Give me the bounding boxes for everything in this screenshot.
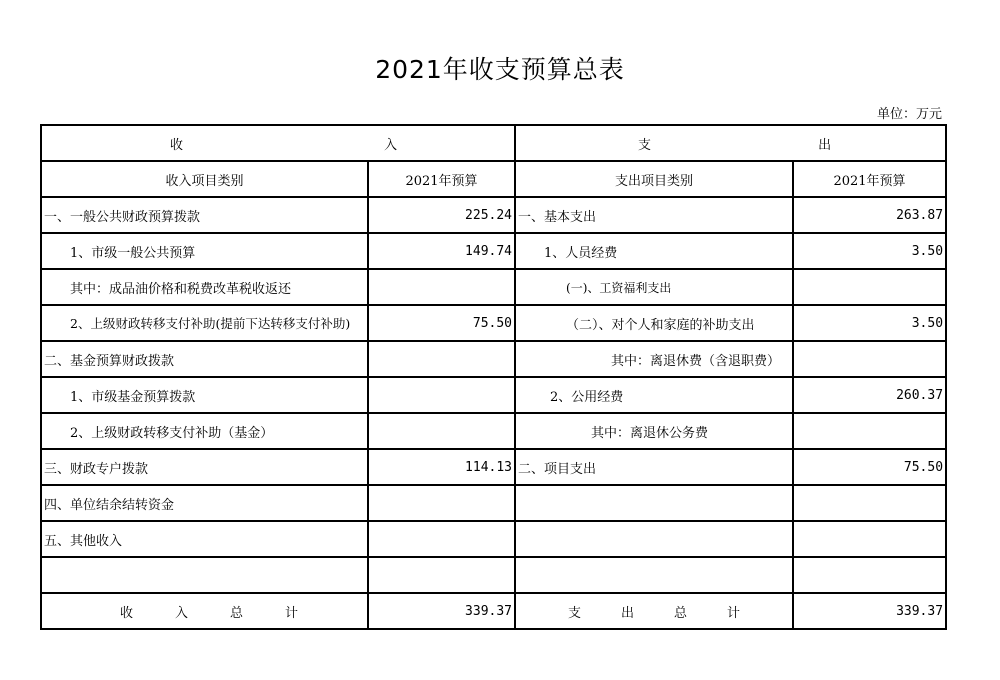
expense-item [515, 521, 793, 557]
expense-value [793, 557, 946, 593]
expense-header-left: 支 [638, 137, 652, 153]
column-header-row [41, 161, 946, 197]
unit-label: 单位：万元 [876, 107, 942, 122]
expense-value [793, 269, 946, 305]
budget-table [40, 124, 947, 630]
expense-total-value: 339.37 [793, 593, 946, 629]
expense-item: 一、基本支出 [515, 197, 793, 233]
expense-value [793, 485, 946, 521]
expense-item: 其中：离退休费（含退职费） [515, 341, 793, 377]
income-header-left: 收 [170, 137, 184, 153]
table-row [41, 269, 946, 305]
expense-value: 3.50 [793, 305, 946, 341]
income-item: 二、基金预算财政拨款 [41, 341, 368, 377]
income-total-label: 收 入 总 计 [41, 593, 368, 629]
totals-row [41, 593, 946, 629]
table-row [41, 197, 946, 233]
income-value: 225.24 [368, 197, 515, 233]
table-row [41, 377, 946, 413]
income-value [368, 269, 515, 305]
expense-budget-header: 2021年预算 [793, 161, 946, 197]
table-row [41, 413, 946, 449]
expense-value [793, 413, 946, 449]
income-category-header: 收入项目类别 [41, 161, 368, 197]
income-item: 1、市级一般公共预算 [41, 233, 368, 269]
income-value: 114.13 [368, 449, 515, 485]
income-section-header [41, 125, 515, 161]
income-item: 三、财政专户拨款 [41, 449, 368, 485]
income-header-right: 入 [384, 137, 398, 153]
income-item: 2、上级财政转移支付补助(提前下达转移支付补助) [41, 305, 368, 341]
table-row [41, 341, 946, 377]
income-value [368, 377, 515, 413]
expense-item: 二、项目支出 [515, 449, 793, 485]
table-row [41, 485, 946, 521]
income-total-value: 339.37 [368, 593, 515, 629]
expense-value [793, 521, 946, 557]
expense-category-header: 支出项目类别 [515, 161, 793, 197]
expense-value: 260.37 [793, 377, 946, 413]
expense-value: 3.50 [793, 233, 946, 269]
income-item: 四、单位结余结转资金 [41, 485, 368, 521]
income-value [368, 413, 515, 449]
table-row [41, 449, 946, 485]
income-item: 五、其他收入 [41, 521, 368, 557]
expense-item: 其中：离退休公务费 [515, 413, 793, 449]
income-item [41, 557, 368, 593]
table-row [41, 521, 946, 557]
page-title: 2021年收支预算总表 [375, 55, 625, 84]
expense-section-header [515, 125, 946, 161]
section-header-row [41, 125, 946, 161]
income-budget-header: 2021年预算 [368, 161, 515, 197]
income-value [368, 557, 515, 593]
expense-total-label: 支 出 总 计 [515, 593, 793, 629]
income-item: 2、上级财政转移支付补助（基金） [41, 413, 368, 449]
income-value [368, 521, 515, 557]
expense-item [515, 485, 793, 521]
income-item: 1、市级基金预算拨款 [41, 377, 368, 413]
expense-value: 75.50 [793, 449, 946, 485]
expense-item: 1、人员经费 [515, 233, 793, 269]
income-value [368, 485, 515, 521]
table-row [41, 233, 946, 269]
table-row [41, 557, 946, 593]
expense-item: 2、公用经费 [515, 377, 793, 413]
table-row [41, 305, 946, 341]
income-item: 一、一般公共财政预算拨款 [41, 197, 368, 233]
income-value: 149.74 [368, 233, 515, 269]
expense-item: (一)、工资福利支出 [515, 269, 793, 305]
income-value [368, 341, 515, 377]
income-item: 其中：成品油价格和税费改革税收返还 [41, 269, 368, 305]
expense-value [793, 341, 946, 377]
expense-item [515, 557, 793, 593]
expense-value: 263.87 [793, 197, 946, 233]
income-value: 75.50 [368, 305, 515, 341]
expense-item: （二）、对个人和家庭的补助支出 [515, 305, 793, 341]
expense-header-right: 出 [818, 137, 832, 153]
